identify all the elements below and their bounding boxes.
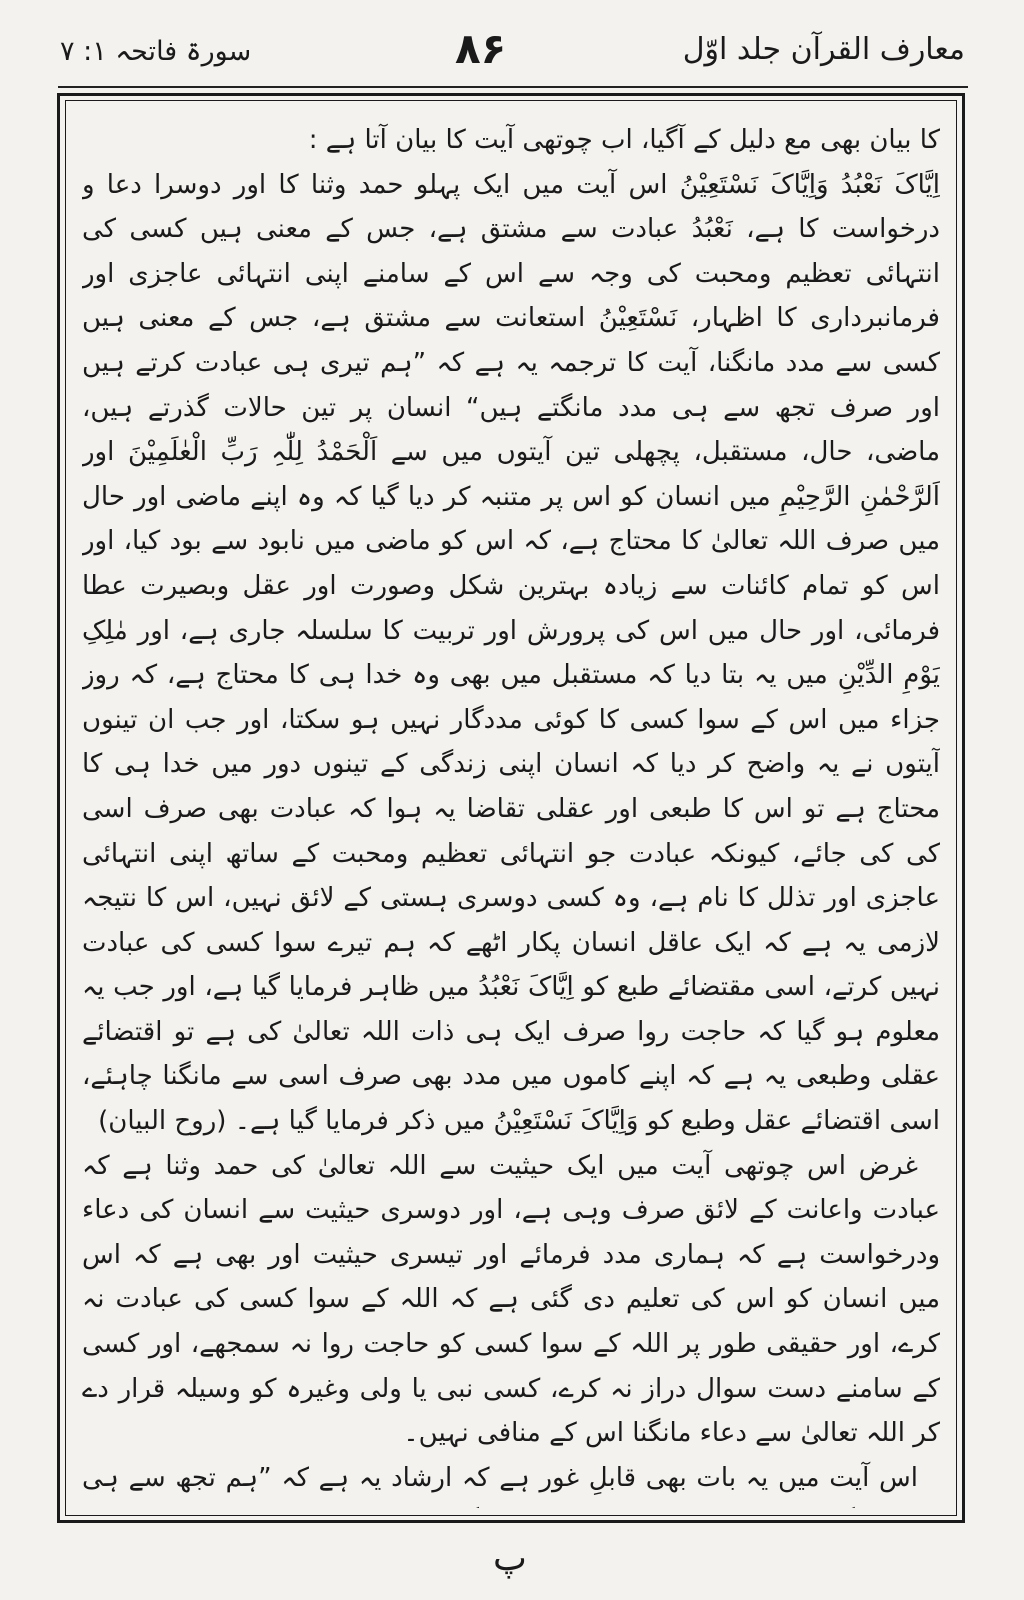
page-header bbox=[60, 22, 965, 82]
book-title: معارف القرآن جلد اوّل bbox=[682, 32, 965, 67]
body-text bbox=[82, 118, 940, 1508]
page-number: ۸۶ bbox=[455, 24, 507, 73]
signature-mark: پ bbox=[493, 1538, 527, 1579]
header-rule bbox=[58, 86, 968, 88]
paragraph-1: کا بیان بھی مع دلیل کے آگیا، اب چوتھی آیت کا بیان آتا ہے : bbox=[308, 125, 940, 155]
paragraph-3: غرض اس چوتھی آیت میں ایک حیثیت سے اللہ تعالیٰ کی حمد وثنا ہے کہ عبادت واعانت کے لائق صرف وہی ہے، اور دوسری حیثیت سے انسان کی دعاء ودرخواست ہے کہ ہماری مدد فرمائے اور تیسری حیثیت اور بھی ہے کہ اس میں انسان کو اس کی تعلیم دی گئی ہے کہ اللہ کے سوا کسی کی عبادت نہ کرے، اور حقیقی طور پر اللہ کے سوا کسی کو حاجت روا نہ سمجھے، اور کسی کے سامنے دست سوال دراز نہ کرے، کسی نبی یا ولی وغیرہ کو وسیلہ قرار دے کر اللہ تعالیٰ سے دعاء مانگنا اس کے منافی نہیں۔ bbox=[82, 1150, 940, 1449]
surah-reference: سورۃ فاتحہ ۱: ۷ bbox=[60, 36, 252, 67]
paragraph-2: اِیَّاکَ نَعْبُدُ وَاِیَّاکَ نَسْتَعِیْنُ اس آیت میں ایک پہلو حمد وثنا کا اور دوسرا دعا و درخواست کا ہے، نَعْبُدُ عبادت سے مشتق ہے، جس کے معنی ہیں کسی کی انتہائی تعظیم ومحبت کی وجہ سے اس کے سامنے اپنی انتہائی عاجزی اور فرمانبرداری کا اظہار، نَسْتَعِیْنُ استعانت سے مشتق ہے، جس کے معنی ہیں کسی سے مدد مانگنا، آیت کا ترجمہ یہ ہے کہ ”ہم تیری ہی عبادت کرتے ہیں اور صرف تجھ سے ہی مدد مانگتے ہیں“ انسان پر تین حالات گذرتے ہیں، ماضی، حال، مستقبل، پچھلی تین آیتوں میں سے اَلْحَمْدُ لِلّٰہِ رَبِّ الْعٰلَمِیْنَ اور اَلرَّحْمٰنِ الرَّحِیْمِ میں انسان کو اس پر متنبہ کر دیا گیا کہ وہ اپنے ماضی اور حال میں صرف اللہ تعالیٰ کا محتاج ہے، کہ اس کو ماضی میں نابود سے بود کیا، اور اس کو تمام کائنات سے زیادہ بہترین شکل وصورت اور عقل وبصیرت عطا فرمائی، اور حال میں اس کی پرورش اور تربیت کا سلسلہ جاری ہے، اور مٰلِکِ یَوْمِ الدِّیْنِ میں یہ بتا دیا کہ مستقبل میں بھی وہ خدا ہی کا محتاج ہے، کہ روز جزاء میں اس کے سوا کسی کا کوئی مددگار نہیں ہو سکتا، اور جب ان تینوں آیتوں نے یہ واضح کر دیا کہ انسان اپنی زندگی کے تینوں دور میں خدا ہی کا محتاج ہے تو اس کا طبعی اور عقلی تقاضا یہ ہوا کہ عبادت بھی صرف اسی کی کی جائے، کیونکہ عبادت جو انتہائی تعظیم ومحبت کے ساتھ اپنی انتہائی عاجزی اور تذلل کا نام ہے، وہ کسی دوسری ہستی کے لائق نہیں، اس کا نتیجہ لازمی یہ ہے کہ ایک عاقل انسان پکار اٹھے کہ ہم تیرے سوا کسی کی عبادت نہیں کرتے، اسی مقتضائے طبع کو اِیَّاکَ نَعْبُدُ میں ظاہر فرمایا گیا ہے، اور جب یہ معلوم ہو گیا کہ حاجت روا صرف ایک ہی ذات اللہ تعالیٰ کی ہے تو اقتضائے عقلی وطبعی یہ ہے کہ اپنے کاموں میں مدد بھی صرف اسی سے مانگنا چاہئے، اسی اقتضائے عقل وطبع کو وَاِیَّاکَ نَسْتَعِیْنُ میں ذکر فرمایا گیا ہے۔ (روح البیان) bbox=[82, 169, 940, 1137]
paragraph-4: اس آیت میں یہ بات بھی قابلِ غور ہے کہ ارشاد یہ ہے کہ ”ہم تجھ سے ہی bbox=[82, 1462, 918, 1493]
